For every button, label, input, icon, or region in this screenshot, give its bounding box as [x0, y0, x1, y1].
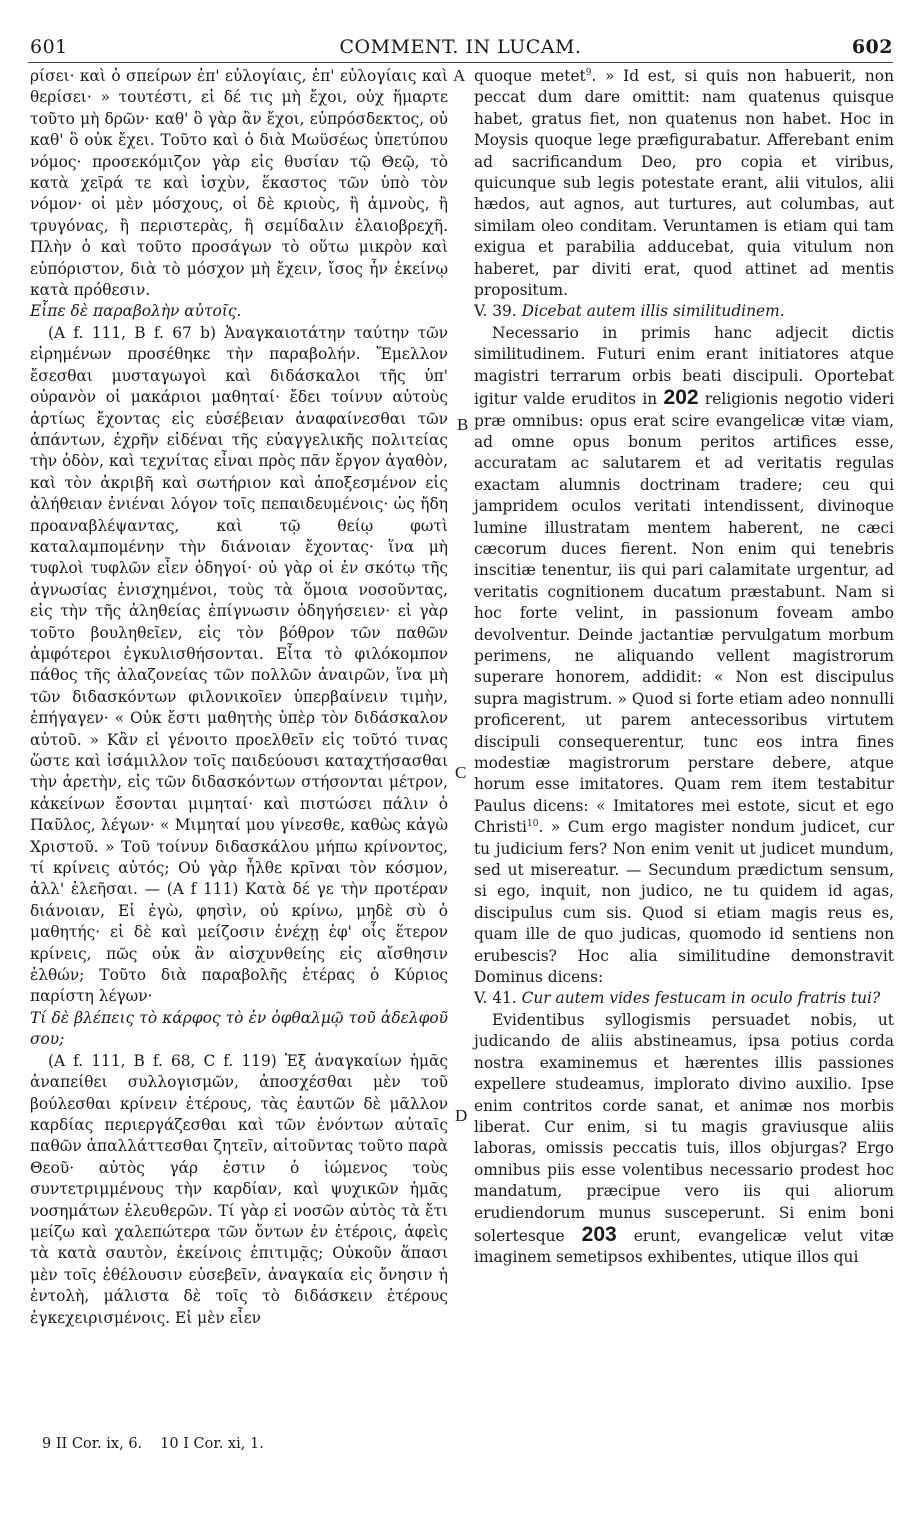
- greek-paragraph-2: [30, 323, 448, 1008]
- footnote-9: 9 II Cor. ix, 6.: [42, 1436, 143, 1452]
- margin-letter-a: A: [453, 66, 466, 85]
- footnote-ref-10: 10: [526, 819, 539, 830]
- column-number-203: 203: [581, 1222, 617, 1246]
- latin-paragraph-1: [474, 66, 894, 301]
- greek-ref-3: (A f. 111, B f. 68, C f. 119): [48, 1051, 277, 1070]
- greek-column: [30, 66, 448, 1329]
- latin-paragraph-3: [474, 1010, 894, 1269]
- greek-ref-2: (A f. 111, B f. 67 b): [48, 323, 216, 342]
- greek-text-3: Ἐξ ἀναγκαίων ἡμᾶς ἀναπείθει συλλογισμῶν, ἀποσχέσθαι μὲν τοῦ βούλεσθαι κρίνειν ἑτέρους, τὰς ἑαυτῶν δὲ μᾶλλον καρδίας περιεργάζεσθαι καὶ τῶν ἐνόντων αὐταῖς παθῶν ἀπαλλάττεσθαι ζητεῖν, αἰτοῦντας τοῦτο παρὰ Θεοῦ· αὐτὸς γάρ ἐστιν ὁ ἰώμενος τοὺς συντετριμμένους τὴν καρδίαν, καὶ ψυχικῶν ἡμᾶς νοσημάτων ἐλευθερῶν. Τί γὰρ εἰ νοσῶν αὐτὸς τὰ ἔτι μείζω καὶ χαλεπώτερα τῶν ὄντων ἐν ἑτέροις, ἀφεὶς τὰ κατὰ σαυτὸν, ἐκείνοις ἐπιτιμᾷς; Οὐκοῦν ἅπασι μὲν τοῖς ἐθέλουσιν εὐσεβεῖν, ἀναγκαία εἰς ὄνησιν ἡ ἐντολὴ, μάλιστα δὲ τοῖς τὸ διδάσκειν ἑτέρους ἐγκεχειρισμένοις. Εἰ μὲν εἶεν: [30, 1051, 449, 1327]
- latin-text-3b: erunt, evangelicæ velut vitæ imaginem semetipsos exhibentes, utique illos qui: [474, 1226, 894, 1267]
- footnote-ref-9: 9: [585, 67, 592, 78]
- greek-paragraph-3: [30, 1051, 448, 1329]
- latin-paragraph-2: [474, 323, 894, 989]
- latin-column: [474, 66, 894, 1269]
- verse-41-ref: V. 41.: [474, 989, 517, 1008]
- margin-letter-c: C: [455, 763, 467, 782]
- greek-text-2: Ἀναγκαιοτάτην ταύτην τῶν εἰρημένων προσέθηκε τὴν παραβολήν. Ἔμελλον ἔσεσθαι μυσταγωγοὶ καὶ διδάσκαλοι τῆς ὑπ' οὐρανὸν οἱ μακάριοι μαθηταί· ἔδει τοίνυν αὐτοὺς ἀρτίως ἔχοντας εἰς εὐσέβειαν ἀναφαίνεσθαι τῶν ἁπάντων, ἐχρῆν εἰδέναι τῆς εὐαγγελικῆς πολιτείας τὴν ὁδὸν, καὶ τεχνίτας εἶναι πρὸς πᾶν ἔργον ἀγαθὸν, καὶ τὸν ἀκριβῆ καὶ σωτήριον καὶ ἀποξεσμένον εἰς ἀλήθειαν ἐνιέναι λόγον τοῖς πεπαιδευμένοις· ὡς ἤδη προαναβλέψαντας, καὶ τῷ θείῳ φωτὶ καταλαμπομένην τὴν διάνοιαν ἔχοντας· ἵνα μὴ τυφλοὶ τυφλῶν εἶεν ὁδηγοί· οὐ γὰρ οἱ ἐν σκότῳ τῆς ἀγνωσίας ἐνισχημένοι, τοὺς τὰ ὅμοια νοσοῦντας, εἰς τὴν τῆς ἀληθείας ἐπίγνωσιν ὁδηγήσειεν· εἰ γὰρ τοῦτο βουληθεῖεν, εἰς τὸν βόθρον τῶν παθῶν ἀμφότεροι ἐγκυλισθήσονται. Εἶτα τὸ φιλόκομπον πάθος τῆς ἀλαζονείας τῶν πολλῶν ἀναιρῶν, ἵνα μὴ τῶν διδασκόντων φιλονικοῖεν ὑπερβαίνειν τιμὴν, ἐπήγαγεν· « Οὐκ ἔστι μαθητὴς ὑπὲρ τὸν διδάσκαλον αὐτοῦ. » Κἂν εἰ γένοιτο προελθεῖν εἰς τοῦτό τινας ὥστε καὶ ἰσάμιλλον τοῖς παιδεύουσι καταχτήσασθαι τὴν ἀρετὴν, εἰς τῶν διδασκόντων στήσονται μέτρον, κἀκείνων ἔσονται μιμηταί· καὶ πιστώσει πάλιν ὁ Παῦλος, λέγων· « Μιμηταί μου γίνεσθε, καθὼς κἀγὼ Χριστοῦ. » Τοῦ τοίνυν διδασκάλου μήπω κρίνοντος, τί κρίνεις αὐτός; Οὐ γὰρ ἦλθε κρῖναι τὸν κόσμον, ἀλλ' ἐλεῆσαι. — (A f 111) Κατὰ δέ γε τὴν προτέραν διάνοιαν, Εἰ ἐγὼ, φησὶν, οὐ κρίνω, μηδὲ σὺ ὁ μαθητής· εἰ δὲ καὶ μείζοσιν ἐνέχῃ ἐφ' οἷς ἕτερον κρίνεις, πῶς οὐκ ἂν αἰσχυνθείης εἰς αἴσθησιν ἐλθών; Τοῦτο διὰ παραβολῆς ἑτέρας ὁ Κύριος παρίστη λέγων·: [30, 323, 448, 1006]
- page-number-right: 602: [851, 36, 893, 58]
- page-number-left: 601: [30, 36, 68, 58]
- latin-text-2b: religionis negotio videri præ omnibus: opus erat scire evangelicæ vitæ viam, ad omne opus bonum peritos artifices esse, accuratam ac salutarem et ad veritatis regulas exactam alumnis doctrinam tradere; ceu qui jampridem oculos veritati intendissent, divinoque lumine illustratam mentem haberent, ne cæci cæcorum duces fierent. Non enim qui tenebris inscitiæ tenentur, iis qui pari calamitate urgentur, ad veritatis cognitionem ducatum præstabunt. Nam si hoc forte velint, in passionum foveam ambo devolventur. Deinde jactantiæ pervulgatum morbum perimens, ne aliquando vellent magistrorum superare honorem, addidit: « Non est discipulus supra magistrum. » Quod si forte etiam adeo nonnulli proficerent, ut parem antecessoribus virtutem discipuli consequerentur, tunc eos intra fines modestiæ magistrorum perstare debere, atque horum esse imitatores. Quam rem item testabitur Paulus dicens: « Imitatores mei estote, sicut et ego Christi: [474, 390, 894, 837]
- footnote-10: 10 I Cor. xi, 1.: [160, 1436, 264, 1452]
- latin-text-2c: . » Cum ergo magister nondum judicet, cur tu judicium fers? Non enim venit ut judicet mundum, sed ut misereatur. — Secundum prædictum sensum, si ego, inquit, non judico, ne tu quidem id agas, discipulus cum sis. Quod si etiam magis reus es, quam ille de quo judicas, quomodo id sentiens non erubescis? Hoc alia similitudine demonstravit Dominus dicens:: [474, 818, 894, 987]
- greek-paragraph-1: ρίσει· καὶ ὁ σπείρων ἐπ' εὐλογίαις, ἐπ' εὐλογίαις καὶ θερίσει· » τουτέστι, εἰ δέ τις μὴ ἔχοι, οὐχ ἥμαρτε τοῦτο μὴ δρῶν· καθ' ὃ γὰρ ἂν ἔχοι, εὐπρόσδεκτος, οὐ καθ' ὃ οὐκ ἔχει. Τοῦτο καὶ ὁ διὰ Μωϋσέως ὑπετύπου νόμος· προσεκόμιζον γὰρ εἰς θυσίαν τῷ Θεῷ, τὸ κατὰ χεῖρά τε καὶ ἰσχὺν, ἕκαστος τῶν ὑπὸ τὸν νόμον· οἱ μὲν μόσχους, οἱ δὲ κριοὺς, ἢ ἀμνοὺς, ἢ τρυγόνας, ἢ περιστερὰς, ἢ σεμίδαλιν ἐλαιοβρεχῆ. Πλὴν ὁ καὶ τοῦτο προσάγων τὸ οὕτω μικρὸν καὶ εὐπόριστον, διὰ τὸ μόσχον μὴ ἔχειν, ἴσος ἦν ἐκείνῳ κατὰ πρόθεσιν.: [30, 67, 448, 300]
- greek-lemma-2: Τί δὲ βλέπεις τὸ κάρφος τὸ ἐν ὀφθαλμῷ τοῦ ἀδελφοῦ σου;: [30, 1008, 448, 1049]
- verse-39: [474, 301, 894, 322]
- margin-letter-b: B: [457, 415, 469, 434]
- running-title: COMMENT. IN LUCAM.: [339, 36, 582, 58]
- latin-text-2a: Necessario in primis hanc adjecit dictis similitudinem. Futuri enim erant initiatores atque magistri terrarum orbis beati discipuli. Oportebat igitur valde eruditos in: [474, 323, 894, 409]
- footnotes: [42, 1436, 264, 1452]
- verse-39-ref: V. 39.: [474, 302, 517, 321]
- latin-text-1b: . » Id est, si quis non habuerit, non peccat dum dare omittit: nam quatenus quisque habet, gratus fiet, non quatenus non habet. Hoc in Moysis quoque lege præfigurabatur. Afferebant enim ad sacrificandum Deo, pro copia et viribus, quicunque sub legis potestate erant, alii vitulos, alii hædos, aut agnos, aut turtures, aut columbas, aut similam oleo conditam. Veruntamen is etiam qui tam exigua et parabilia adducebat, quia vitulum non haberet, par diviti erat, quod attinet ad mentis propositum.: [474, 67, 894, 300]
- verse-39-text: Dicebat autem illis similitudinem.: [521, 302, 785, 321]
- margin-letter-d: D: [455, 1106, 468, 1125]
- column-number-202: 202: [663, 386, 699, 410]
- verse-41-text: Cur autem vides festucam in oculo fratris tui?: [521, 989, 881, 1008]
- latin-text-3a: Evidentibus syllogismis persuadet nobis, ut judicando de aliis abstineamus, ipsa potius corda nostra examinemus et hærentes illis passiones expellere studeamus, implorato divino auxilio. Ipse enim contritos corde sanat, et animæ nos morbis liberat. Cur enim, si tu magis graviusque aliis laboras, omissis peccatis tuis, illos objurgas? Ergo omnibus piis esse volentibus necessario prodest hoc mandatum, præcipue vero iis qui aliorum erudiendorum munus susceperunt. Si enim boni solertesque: [474, 1010, 894, 1245]
- greek-lemma-1: Εἶπε δὲ παραβολὴν αὐτοῖς.: [30, 302, 242, 321]
- header-rule: [28, 62, 893, 63]
- verse-41: [474, 988, 894, 1009]
- latin-text-1a: quoque metet: [474, 67, 586, 85]
